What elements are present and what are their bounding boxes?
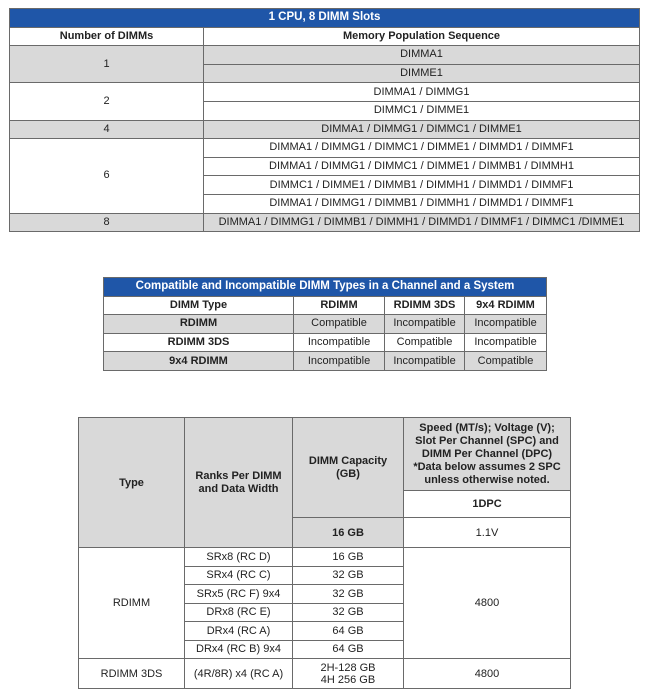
capacity-cell: 32 GB <box>293 603 404 622</box>
compat-cell: Compatible <box>465 352 547 371</box>
dimm-population-table <box>9 8 640 232</box>
table2-col-rdimm: RDIMM <box>294 296 385 315</box>
rdimm3ds-type: RDIMM 3DS <box>79 659 185 689</box>
table2-col-rdimm3ds: RDIMM 3DS <box>385 296 465 315</box>
compat-cell: Incompatible <box>385 352 465 371</box>
compat-cell: Incompatible <box>294 352 385 371</box>
compat-cell: Incompatible <box>465 315 547 334</box>
sequence-cell: DIMME1 <box>204 64 640 83</box>
table1-col-count: Number of DIMMs <box>10 27 204 46</box>
table-row <box>10 46 640 65</box>
row-type: RDIMM 3DS <box>104 333 294 352</box>
compat-cell: Incompatible <box>294 333 385 352</box>
capacity-cell: 32 GB <box>293 585 404 604</box>
sequence-cell: DIMMA1 / DIMMG1 / DIMMC1 / DIMME1 / DIMMB1 / DIMMH1 <box>204 157 640 176</box>
ranks-cell: SRx8 (RC D) <box>185 548 293 567</box>
rdimm3ds-speed: 4800 <box>404 659 571 689</box>
table-row <box>104 315 547 334</box>
ranks-cell: SRx5 (RC F) 9x4 <box>185 585 293 604</box>
table-row <box>79 548 571 567</box>
ranks-cell: SRx4 (RC C) <box>185 566 293 585</box>
compat-cell: Compatible <box>294 315 385 334</box>
sequence-cell: DIMMA1 / DIMMG1 / DIMMC1 / DIMME1 <box>204 120 640 139</box>
table2-col-9x4: 9x4 RDIMM <box>465 296 547 315</box>
sequence-cell: DIMMA1 / DIMMG1 / DIMMB1 / DIMMH1 / DIMMD1 / DIMMF1 <box>204 194 640 213</box>
capacity-cell: 32 GB <box>293 566 404 585</box>
sequence-cell: DIMMA1 <box>204 46 640 65</box>
rdimm-speed: 4800 <box>404 548 571 659</box>
table-row <box>79 659 571 689</box>
compat-cell: Incompatible <box>465 333 547 352</box>
table2-col-type: DIMM Type <box>104 296 294 315</box>
dimm-count: 2 <box>10 83 204 120</box>
dimm-count: 1 <box>10 46 204 83</box>
capacity-cell: 16 GB <box>293 548 404 567</box>
compat-cell: Incompatible <box>385 315 465 334</box>
table3-col-speed: Speed (MT/s); Voltage (V); Slot Per Channel (SPC) and DIMM Per Channel (DPC) *Data below assumes 2 SPC unless otherwise noted. <box>404 418 571 491</box>
ranks-cell: DRx8 (RC E) <box>185 603 293 622</box>
table3-voltage: 1.1V <box>404 518 571 548</box>
sequence-cell: DIMMA1 / DIMMG1 / DIMMB1 / DIMMH1 / DIMMD1 / DIMMF1 / DIMMC1 /DIMME1 <box>204 213 640 232</box>
dimm-speed-table <box>78 417 571 689</box>
compat-cell: Compatible <box>385 333 465 352</box>
ranks-cell: DRx4 (RC B) 9x4 <box>185 640 293 659</box>
sequence-cell: DIMMA1 / DIMMG1 / DIMMC1 / DIMME1 / DIMMD1 / DIMMF1 <box>204 139 640 158</box>
row-type: 9x4 RDIMM <box>104 352 294 371</box>
table3-col-1dpc: 1DPC <box>404 491 571 518</box>
table1-col-sequence: Memory Population Sequence <box>204 27 640 46</box>
dimm-compatibility-table <box>103 277 547 371</box>
table-row <box>10 83 640 102</box>
table3-col-capacity: DIMM Capacity (GB) <box>293 418 404 518</box>
table-row <box>104 352 547 371</box>
table2-title: Compatible and Incompatible DIMM Types in a Channel and a System <box>104 278 547 297</box>
table3-col-type: Type <box>79 418 185 548</box>
table-row <box>104 333 547 352</box>
capacity-cell <box>293 659 404 689</box>
dimm-count: 4 <box>10 120 204 139</box>
capacity-line: 2H-128 GB <box>320 661 376 674</box>
ranks-cell: (4R/8R) x4 (RC A) <box>185 659 293 689</box>
table-row <box>10 139 640 158</box>
ranks-cell: DRx4 (RC A) <box>185 622 293 641</box>
sequence-cell: DIMMC1 / DIMME1 <box>204 101 640 120</box>
sequence-cell: DIMMC1 / DIMME1 / DIMMB1 / DIMMH1 / DIMMD1 / DIMMF1 <box>204 176 640 195</box>
capacity-line: 4H 256 GB <box>320 673 376 686</box>
dimm-count: 8 <box>10 213 204 232</box>
dimm-count: 6 <box>10 139 204 213</box>
table-row <box>10 120 640 139</box>
table1-title: 1 CPU, 8 DIMM Slots <box>10 9 640 28</box>
capacity-cell: 64 GB <box>293 622 404 641</box>
rdimm-type: RDIMM <box>79 548 185 659</box>
sequence-cell: DIMMA1 / DIMMG1 <box>204 83 640 102</box>
table3-16gb: 16 GB <box>293 518 404 548</box>
row-type: RDIMM <box>104 315 294 334</box>
table3-col-ranks: Ranks Per DIMM and Data Width <box>185 418 293 548</box>
capacity-cell: 64 GB <box>293 640 404 659</box>
table-row <box>10 213 640 232</box>
